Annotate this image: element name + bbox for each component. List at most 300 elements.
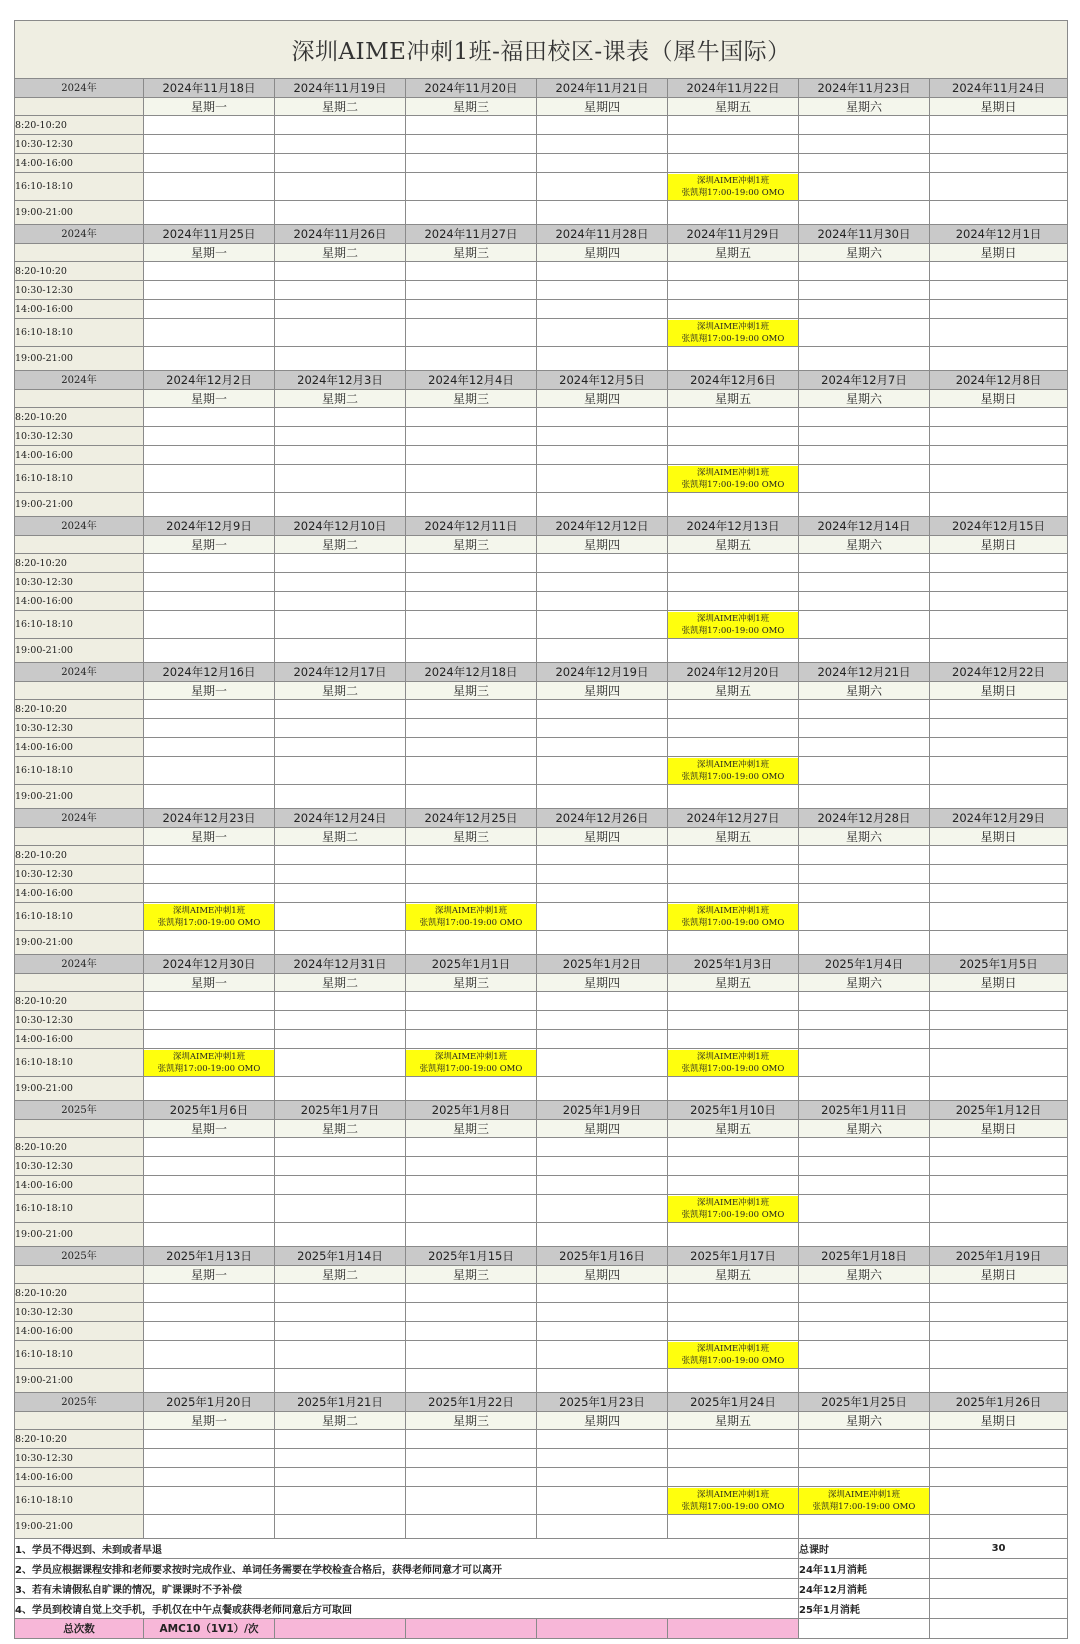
weekday-blank-cell xyxy=(15,682,144,700)
empty-cell xyxy=(144,785,275,809)
time-slot-label: 14:00-16:00 xyxy=(15,1176,144,1195)
empty-cell xyxy=(799,1303,930,1322)
time-slot-row xyxy=(15,1369,1068,1393)
weekday-row xyxy=(15,98,1068,116)
empty-cell xyxy=(144,154,275,173)
time-slot-row xyxy=(15,611,1068,639)
empty-cell xyxy=(799,446,930,465)
class-name: 深圳AIME冲刺1班 xyxy=(696,905,770,916)
empty-cell xyxy=(406,135,537,154)
empty-cell xyxy=(930,1157,1068,1176)
empty-cell xyxy=(275,554,406,573)
date-cell: 2024年12月10日 xyxy=(275,517,406,536)
class-entry xyxy=(668,1488,798,1514)
weekday-cell: 星期六 xyxy=(799,98,930,116)
date-cell: 2024年11月29日 xyxy=(668,225,799,244)
empty-cell xyxy=(144,1303,275,1322)
empty-cell xyxy=(406,319,537,347)
class-cell xyxy=(668,1049,799,1077)
empty-cell xyxy=(275,1077,406,1101)
empty-cell xyxy=(930,347,1068,371)
empty-cell xyxy=(275,1341,406,1369)
time-slot-label: 10:30-12:30 xyxy=(15,1157,144,1176)
empty-cell xyxy=(275,319,406,347)
empty-cell xyxy=(799,319,930,347)
empty-cell xyxy=(144,611,275,639)
empty-cell xyxy=(930,1322,1068,1341)
empty-cell xyxy=(537,1138,668,1157)
time-slot-row xyxy=(15,135,1068,154)
empty-cell xyxy=(668,154,799,173)
time-slot-row xyxy=(15,319,1068,347)
time-slot-label: 10:30-12:30 xyxy=(15,719,144,738)
date-cell: 2025年1月22日 xyxy=(406,1393,537,1412)
empty-cell xyxy=(275,1322,406,1341)
class-entry xyxy=(668,758,798,784)
summary-value xyxy=(930,1559,1068,1579)
class-cell xyxy=(668,1487,799,1515)
weekday-cell: 星期四 xyxy=(537,682,668,700)
empty-cell xyxy=(144,884,275,903)
date-cell: 2024年12月8日 xyxy=(930,371,1068,390)
weekday-cell: 星期二 xyxy=(275,682,406,700)
empty-cell xyxy=(930,1341,1068,1369)
empty-cell xyxy=(406,639,537,663)
time-slot-row xyxy=(15,1011,1068,1030)
empty-cell xyxy=(275,262,406,281)
time-slot-label: 14:00-16:00 xyxy=(15,738,144,757)
empty-cell xyxy=(799,1138,930,1157)
weekday-cell: 星期五 xyxy=(668,1120,799,1138)
empty-cell xyxy=(275,931,406,955)
empty-cell xyxy=(537,1077,668,1101)
empty-cell xyxy=(799,865,930,884)
time-slot-label: 16:10-18:10 xyxy=(15,319,144,347)
empty-cell xyxy=(537,173,668,201)
date-cell: 2025年1月2日 xyxy=(537,955,668,974)
date-cell: 2024年12月19日 xyxy=(537,663,668,682)
weekday-cell: 星期日 xyxy=(930,1412,1068,1430)
weekday-cell: 星期二 xyxy=(275,390,406,408)
rule-note: 2、学员应根据课程安排和老师要求按时完成作业、单词任务需要在学校检查合格后，获得老师同意才可以离开 xyxy=(15,1559,799,1579)
weekday-cell: 星期五 xyxy=(668,536,799,554)
summary-value xyxy=(930,1599,1068,1619)
week-date-row xyxy=(15,225,1068,244)
weekday-cell: 星期四 xyxy=(537,98,668,116)
empty-cell xyxy=(406,1157,537,1176)
empty-cell xyxy=(668,1303,799,1322)
empty-cell xyxy=(275,884,406,903)
empty-cell xyxy=(275,446,406,465)
empty-cell xyxy=(275,1369,406,1393)
weekday-cell: 星期六 xyxy=(799,536,930,554)
time-slot-row xyxy=(15,554,1068,573)
empty-cell xyxy=(537,1195,668,1223)
weekday-cell: 星期二 xyxy=(275,1266,406,1284)
time-slot-label: 8:20-10:20 xyxy=(15,554,144,573)
weekday-blank-cell xyxy=(15,1266,144,1284)
empty-cell xyxy=(406,427,537,446)
week-date-row xyxy=(15,663,1068,682)
time-slot-row xyxy=(15,1195,1068,1223)
weekday-cell: 星期四 xyxy=(537,1266,668,1284)
empty-cell xyxy=(930,846,1068,865)
empty-cell xyxy=(144,846,275,865)
class-teacher-time: 张凯翔17:00-19:00 OMO xyxy=(681,333,785,344)
class-name: 深圳AIME冲刺1班 xyxy=(696,1489,770,1500)
date-cell: 2025年1月24日 xyxy=(668,1393,799,1412)
date-cell: 2024年12月24日 xyxy=(275,809,406,828)
empty-cell xyxy=(668,992,799,1011)
class-entry xyxy=(144,904,274,930)
empty-cell xyxy=(799,1369,930,1393)
empty-cell xyxy=(406,846,537,865)
empty-cell xyxy=(668,1223,799,1247)
class-teacher-time: 张凯翔17:00-19:00 OMO xyxy=(681,479,785,490)
summary-value: 30 xyxy=(930,1539,1068,1559)
empty-cell xyxy=(144,1468,275,1487)
weekday-row xyxy=(15,1120,1068,1138)
class-teacher-time: 张凯翔17:00-19:00 OMO xyxy=(157,1063,261,1074)
class-entry xyxy=(406,1050,536,1076)
empty-cell xyxy=(537,1284,668,1303)
empty-cell xyxy=(406,1195,537,1223)
empty-cell xyxy=(406,1303,537,1322)
time-slot-row xyxy=(15,639,1068,663)
empty-cell xyxy=(930,1077,1068,1101)
empty-cell xyxy=(275,281,406,300)
weekday-row xyxy=(15,1412,1068,1430)
empty-cell xyxy=(668,1176,799,1195)
empty-cell xyxy=(275,173,406,201)
time-slot-label: 16:10-18:10 xyxy=(15,1341,144,1369)
empty-cell xyxy=(668,281,799,300)
empty-cell xyxy=(406,201,537,225)
empty-cell xyxy=(537,116,668,135)
empty-cell xyxy=(406,1077,537,1101)
date-cell: 2025年1月21日 xyxy=(275,1393,406,1412)
empty-cell xyxy=(537,554,668,573)
empty-cell xyxy=(144,700,275,719)
class-name: 深圳AIME冲刺1班 xyxy=(696,1197,770,1208)
date-cell: 2024年12月28日 xyxy=(799,809,930,828)
empty-cell xyxy=(930,611,1068,639)
date-cell: 2025年1月17日 xyxy=(668,1247,799,1266)
weekday-cell: 星期三 xyxy=(406,244,537,262)
date-cell: 2024年12月22日 xyxy=(930,663,1068,682)
weekday-blank-cell xyxy=(15,828,144,846)
time-slot-label: 16:10-18:10 xyxy=(15,173,144,201)
date-cell: 2025年1月16日 xyxy=(537,1247,668,1266)
empty-cell xyxy=(930,639,1068,663)
class-entry xyxy=(144,1050,274,1076)
empty-cell xyxy=(144,757,275,785)
course-type: AMC10（1V1）/次 xyxy=(144,1619,275,1639)
time-slot-row xyxy=(15,1077,1068,1101)
weekday-cell: 星期日 xyxy=(930,828,1068,846)
empty-cell xyxy=(668,116,799,135)
time-slot-row xyxy=(15,1487,1068,1515)
empty-cell xyxy=(406,573,537,592)
time-slot-label: 14:00-16:00 xyxy=(15,300,144,319)
time-slot-label: 19:00-21:00 xyxy=(15,931,144,955)
empty-cell xyxy=(930,719,1068,738)
time-slot-label: 10:30-12:30 xyxy=(15,865,144,884)
week-date-row xyxy=(15,371,1068,390)
empty-cell xyxy=(406,1487,537,1515)
empty-cell xyxy=(799,1195,930,1223)
weekday-cell: 星期四 xyxy=(537,244,668,262)
empty-cell xyxy=(275,639,406,663)
empty-cell xyxy=(406,785,537,809)
time-slot-row xyxy=(15,992,1068,1011)
empty-cell xyxy=(144,573,275,592)
empty-cell xyxy=(275,493,406,517)
empty-cell xyxy=(799,1011,930,1030)
time-slot-label: 8:20-10:20 xyxy=(15,1284,144,1303)
time-slot-label: 14:00-16:00 xyxy=(15,884,144,903)
empty-cell xyxy=(144,116,275,135)
weekday-cell: 星期六 xyxy=(799,244,930,262)
time-slot-label: 19:00-21:00 xyxy=(15,201,144,225)
empty-cell xyxy=(406,554,537,573)
weekday-cell: 星期六 xyxy=(799,1266,930,1284)
empty-cell xyxy=(930,700,1068,719)
empty-cell xyxy=(668,201,799,225)
date-cell: 2025年1月4日 xyxy=(799,955,930,974)
time-slot-label: 8:20-10:20 xyxy=(15,1138,144,1157)
time-slot-label: 10:30-12:30 xyxy=(15,135,144,154)
time-slot-label: 19:00-21:00 xyxy=(15,347,144,371)
empty-cell xyxy=(275,1430,406,1449)
time-slot-row xyxy=(15,573,1068,592)
empty-cell xyxy=(406,1011,537,1030)
weekday-cell: 星期三 xyxy=(406,390,537,408)
class-teacher-time: 张凯翔17:00-19:00 OMO xyxy=(157,917,261,928)
empty-cell xyxy=(406,1369,537,1393)
time-slot-label: 10:30-12:30 xyxy=(15,427,144,446)
empty-cell xyxy=(930,319,1068,347)
time-slot-label: 16:10-18:10 xyxy=(15,757,144,785)
totals-row xyxy=(15,1619,1068,1639)
empty-cell xyxy=(930,201,1068,225)
date-cell: 2024年12月2日 xyxy=(144,371,275,390)
year-cell: 2025年 xyxy=(15,1393,144,1412)
date-cell: 2024年11月25日 xyxy=(144,225,275,244)
class-cell xyxy=(668,465,799,493)
empty-cell xyxy=(799,1322,930,1341)
weekday-row xyxy=(15,974,1068,992)
weekday-cell: 星期五 xyxy=(668,1412,799,1430)
weekday-blank-cell xyxy=(15,536,144,554)
empty-cell xyxy=(668,1449,799,1468)
weekday-cell: 星期六 xyxy=(799,1120,930,1138)
time-slot-label: 8:20-10:20 xyxy=(15,262,144,281)
weekday-cell: 星期五 xyxy=(668,390,799,408)
empty-cell xyxy=(406,611,537,639)
date-cell: 2025年1月15日 xyxy=(406,1247,537,1266)
time-slot-row xyxy=(15,1468,1068,1487)
time-slot-row xyxy=(15,300,1068,319)
empty-cell xyxy=(668,573,799,592)
class-entry xyxy=(406,904,536,930)
date-cell: 2024年11月22日 xyxy=(668,79,799,98)
year-cell: 2024年 xyxy=(15,809,144,828)
empty-cell xyxy=(144,554,275,573)
date-cell: 2024年11月24日 xyxy=(930,79,1068,98)
time-slot-row xyxy=(15,493,1068,517)
empty-cell xyxy=(144,300,275,319)
date-cell: 2025年1月14日 xyxy=(275,1247,406,1266)
date-cell: 2024年12月26日 xyxy=(537,809,668,828)
empty-cell xyxy=(275,1223,406,1247)
empty-cell xyxy=(930,1449,1068,1468)
empty-cell xyxy=(537,135,668,154)
empty-cell xyxy=(930,931,1068,955)
time-slot-row xyxy=(15,846,1068,865)
summary-label: 25年1月消耗 xyxy=(799,1599,930,1619)
time-slot-label: 16:10-18:10 xyxy=(15,1049,144,1077)
empty-cell xyxy=(537,154,668,173)
empty-cell xyxy=(799,1030,930,1049)
empty-cell xyxy=(668,300,799,319)
weekday-cell: 星期四 xyxy=(537,974,668,992)
empty-cell xyxy=(537,573,668,592)
time-slot-row xyxy=(15,700,1068,719)
week-date-row xyxy=(15,1393,1068,1412)
weekday-cell: 星期一 xyxy=(144,974,275,992)
empty-cell xyxy=(799,1176,930,1195)
date-cell: 2024年12月17日 xyxy=(275,663,406,682)
weekday-cell: 星期六 xyxy=(799,390,930,408)
empty-cell xyxy=(668,1515,799,1539)
empty-cell xyxy=(799,903,930,931)
empty-cell xyxy=(406,1030,537,1049)
weekday-blank-cell xyxy=(15,974,144,992)
empty-cell xyxy=(275,1487,406,1515)
empty-cell xyxy=(144,931,275,955)
weekday-cell: 星期六 xyxy=(799,828,930,846)
empty-cell xyxy=(668,1157,799,1176)
empty-cell xyxy=(144,738,275,757)
empty-cell xyxy=(668,1077,799,1101)
empty-cell xyxy=(144,262,275,281)
empty-cell xyxy=(275,300,406,319)
empty-cell xyxy=(799,135,930,154)
time-slot-row xyxy=(15,592,1068,611)
empty-cell xyxy=(144,1430,275,1449)
weekday-cell: 星期四 xyxy=(537,828,668,846)
empty-cell xyxy=(930,154,1068,173)
empty-cell xyxy=(275,1011,406,1030)
weekday-cell: 星期五 xyxy=(668,1266,799,1284)
time-slot-label: 19:00-21:00 xyxy=(15,785,144,809)
empty-cell xyxy=(144,1011,275,1030)
empty-cell xyxy=(668,135,799,154)
empty-cell xyxy=(799,639,930,663)
weekday-row xyxy=(15,536,1068,554)
empty-cell xyxy=(275,1138,406,1157)
empty-cell xyxy=(144,1515,275,1539)
empty-cell xyxy=(406,1468,537,1487)
empty-cell xyxy=(406,173,537,201)
weekday-cell: 星期四 xyxy=(537,1120,668,1138)
empty-cell xyxy=(668,1284,799,1303)
class-teacher-time: 张凯翔17:00-19:00 OMO xyxy=(419,1063,523,1074)
empty-cell xyxy=(799,554,930,573)
weekday-blank-cell xyxy=(15,98,144,116)
empty-cell xyxy=(537,1449,668,1468)
date-cell: 2024年11月20日 xyxy=(406,79,537,98)
empty-cell xyxy=(537,785,668,809)
empty-cell xyxy=(668,846,799,865)
time-slot-row xyxy=(15,465,1068,493)
empty-cell xyxy=(275,408,406,427)
date-cell: 2024年12月27日 xyxy=(668,809,799,828)
weekday-cell: 星期五 xyxy=(668,98,799,116)
date-cell: 2025年1月12日 xyxy=(930,1101,1068,1120)
empty-cell xyxy=(406,1284,537,1303)
empty-cell xyxy=(144,201,275,225)
empty-cell xyxy=(930,1430,1068,1449)
weekday-cell: 星期三 xyxy=(406,536,537,554)
class-entry xyxy=(668,1342,798,1368)
year-cell: 2024年 xyxy=(15,225,144,244)
class-cell xyxy=(144,903,275,931)
empty-cell xyxy=(930,1223,1068,1247)
time-slot-row xyxy=(15,1049,1068,1077)
weekday-cell: 星期日 xyxy=(930,974,1068,992)
date-cell: 2024年11月28日 xyxy=(537,225,668,244)
time-slot-label: 19:00-21:00 xyxy=(15,1515,144,1539)
date-cell: 2025年1月25日 xyxy=(799,1393,930,1412)
empty-cell xyxy=(668,639,799,663)
class-entry xyxy=(668,1196,798,1222)
empty-cell xyxy=(930,903,1068,931)
date-cell: 2024年12月23日 xyxy=(144,809,275,828)
time-slot-label: 14:00-16:00 xyxy=(15,1030,144,1049)
page-title: 深圳AIME冲刺1班-福田校区-课表（犀牛国际） xyxy=(15,21,1068,79)
empty-cell xyxy=(144,592,275,611)
date-cell: 2025年1月19日 xyxy=(930,1247,1068,1266)
weekday-cell: 星期一 xyxy=(144,682,275,700)
summary-label: 24年12月消耗 xyxy=(799,1579,930,1599)
empty-cell xyxy=(144,1223,275,1247)
class-cell xyxy=(668,319,799,347)
empty-cell xyxy=(537,611,668,639)
time-slot-row xyxy=(15,931,1068,955)
weekday-cell: 星期四 xyxy=(537,1412,668,1430)
empty-cell xyxy=(799,347,930,371)
empty-cell xyxy=(144,1157,275,1176)
date-cell: 2024年12月31日 xyxy=(275,955,406,974)
time-slot-row xyxy=(15,1303,1068,1322)
empty-cell xyxy=(930,1030,1068,1049)
class-teacher-time: 张凯翔17:00-19:00 OMO xyxy=(681,625,785,636)
empty-cell xyxy=(799,300,930,319)
weekday-cell: 星期日 xyxy=(930,1120,1068,1138)
empty-cell xyxy=(668,1030,799,1049)
weekday-row xyxy=(15,390,1068,408)
empty-cell xyxy=(275,1049,406,1077)
empty-cell xyxy=(406,465,537,493)
weekday-blank-cell xyxy=(15,390,144,408)
weekday-row xyxy=(15,682,1068,700)
empty-cell xyxy=(537,427,668,446)
time-slot-label: 19:00-21:00 xyxy=(15,1369,144,1393)
empty-cell xyxy=(930,1515,1068,1539)
time-slot-label: 8:20-10:20 xyxy=(15,846,144,865)
